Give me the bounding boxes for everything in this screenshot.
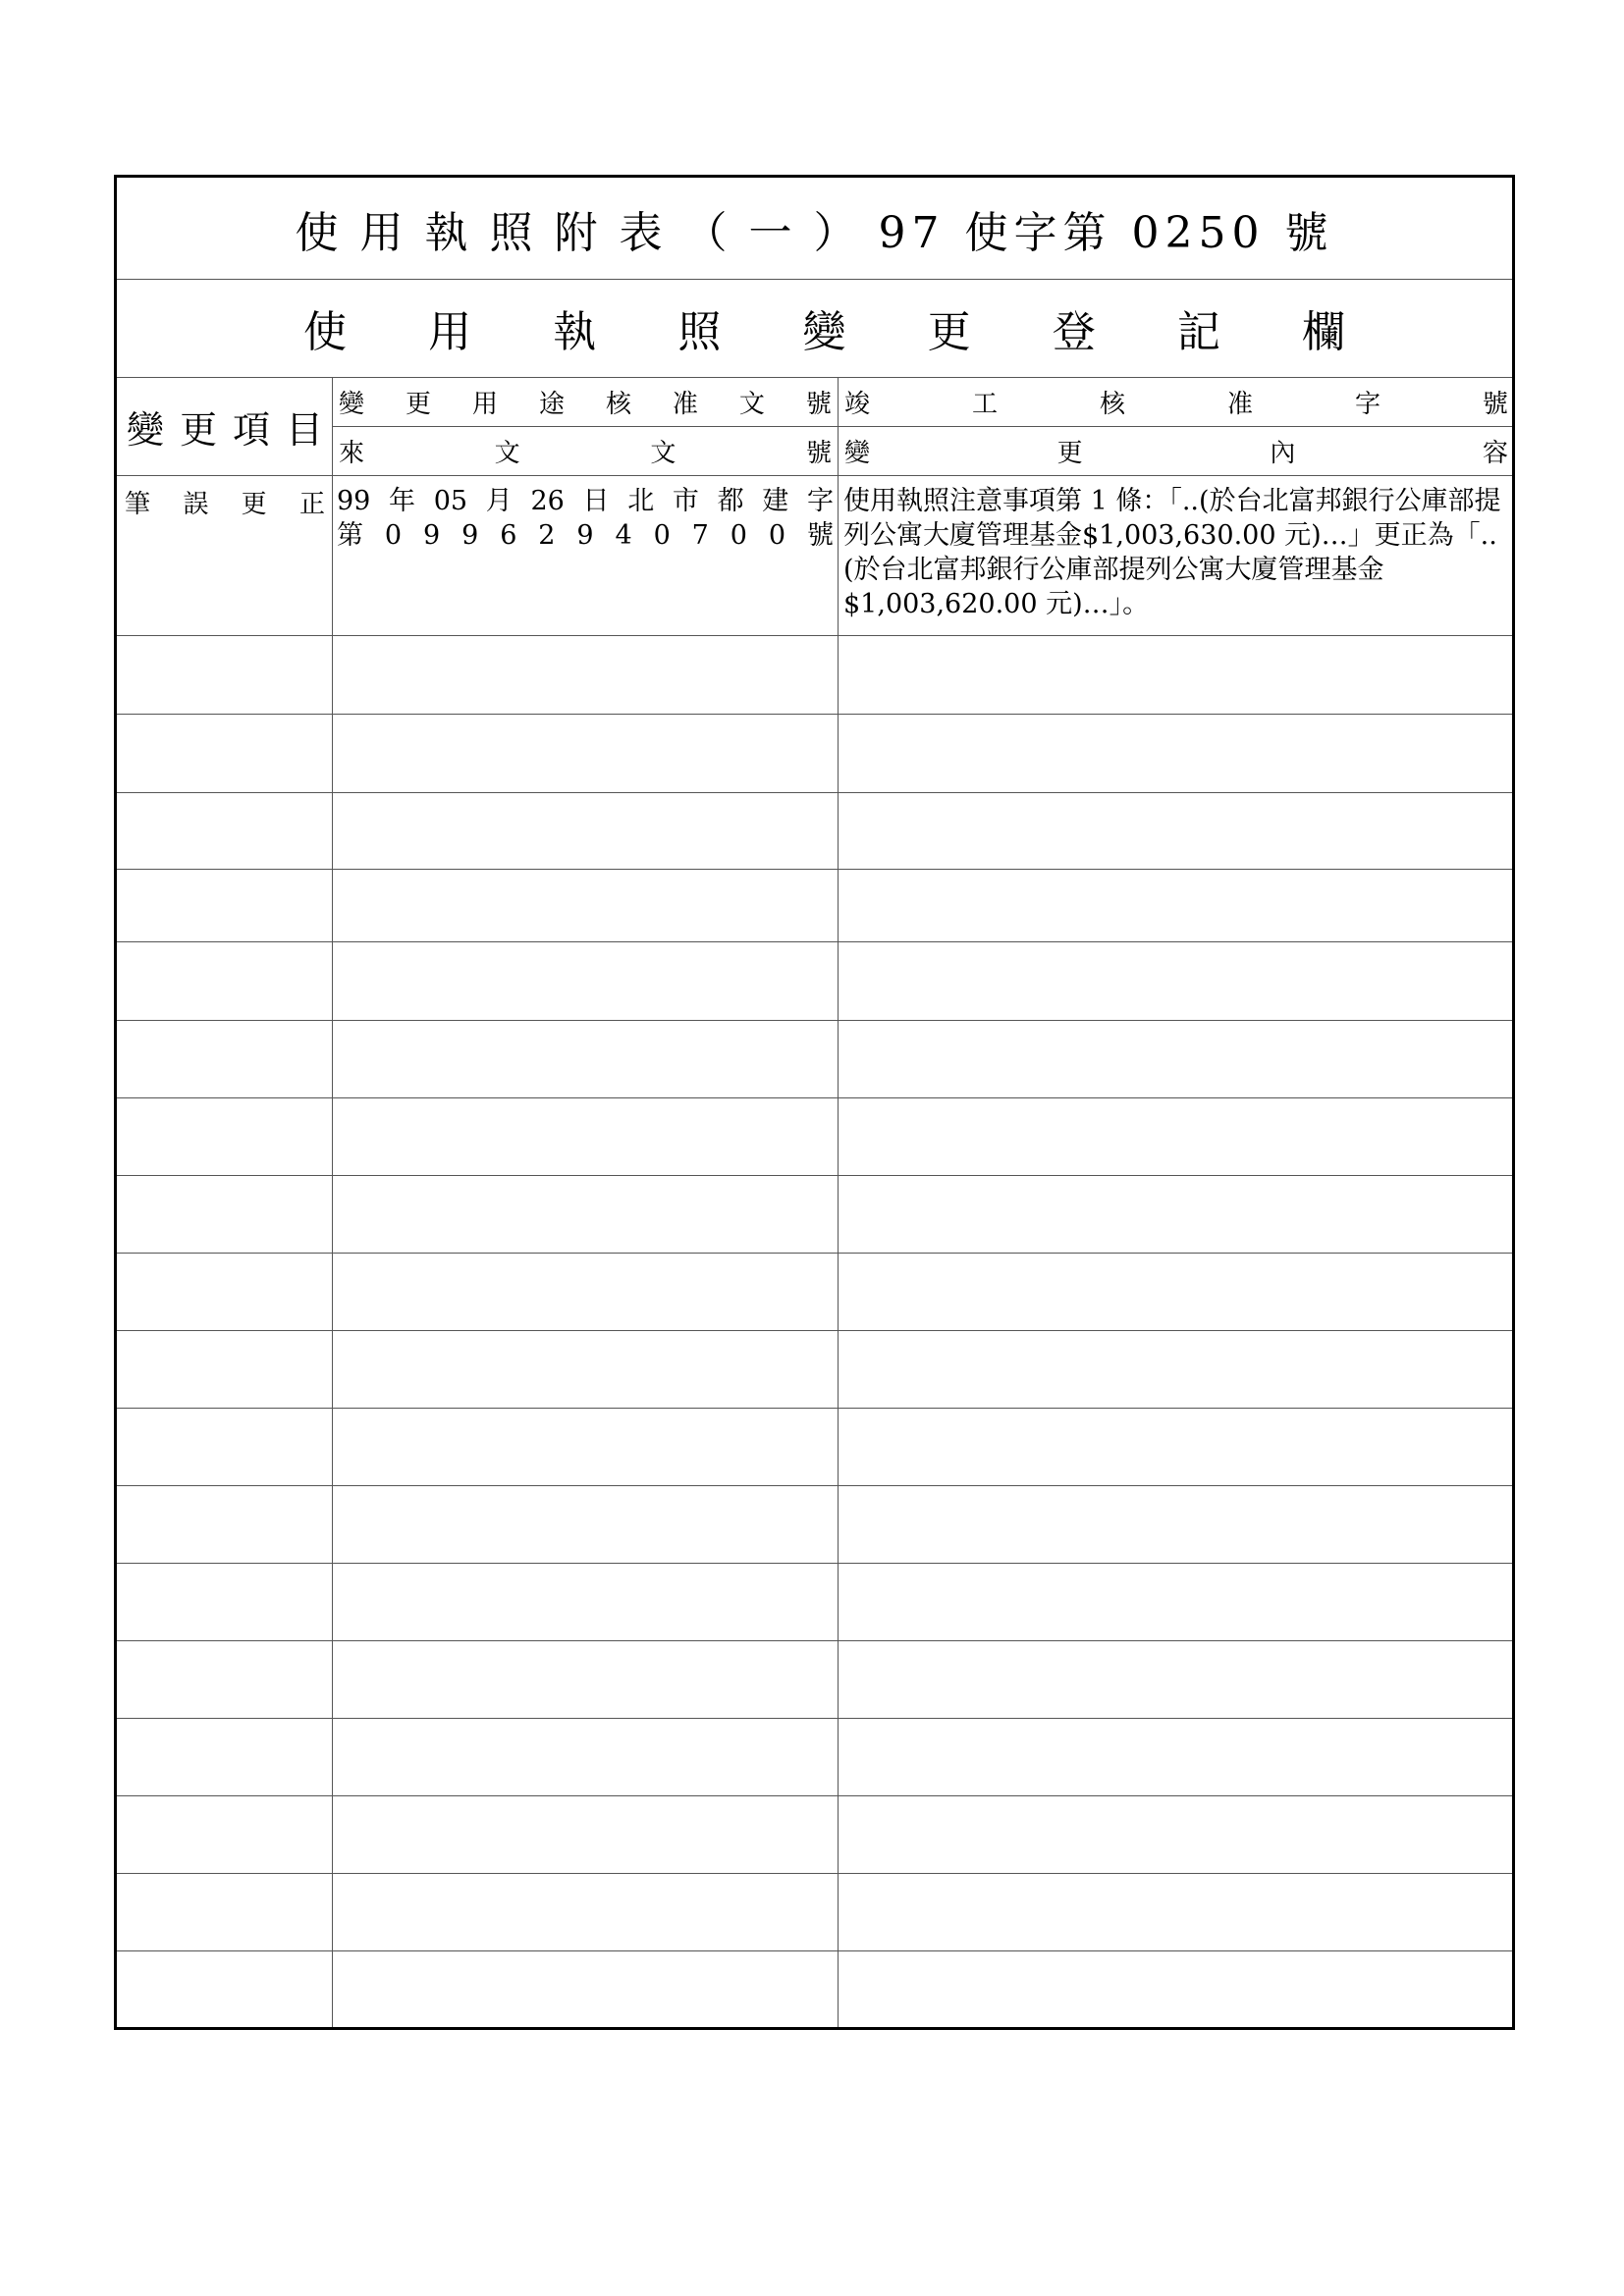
- header-change-item: [123, 377, 327, 475]
- subtitle-char: 記: [1176, 307, 1220, 357]
- doc-token: 99: [337, 486, 371, 516]
- subtitle-char: 更: [927, 307, 971, 357]
- header-char: 核: [1099, 389, 1125, 419]
- doc-token: 0: [768, 520, 786, 551]
- doc-token: 0: [384, 520, 403, 551]
- header-char: 目: [285, 407, 323, 452]
- header-char: 工: [971, 389, 998, 419]
- doc-token: 號: [806, 520, 834, 551]
- row-divider: [117, 1640, 1512, 1641]
- subtitle-char: 變: [802, 307, 846, 357]
- header-approval-doc: [335, 377, 836, 426]
- header-char: 途: [538, 389, 565, 419]
- subtitle-char: 欄: [1302, 307, 1345, 357]
- header-char: 項: [232, 407, 270, 452]
- header-char: 文: [494, 438, 520, 468]
- row-divider: [117, 941, 1512, 942]
- header-char: 更: [179, 407, 217, 452]
- entry-change-content: 使用執照注意事項第 1 條：「..(於台北富邦銀行公庫部提列公寓大廈管理基金$1,003,630.00 元)…」更正為「..(於台北富邦銀行公庫部提列公寓大廈管理基金$1,003,620.00 元)…」。: [843, 486, 1501, 619]
- header-char: 核: [605, 389, 631, 419]
- row-divider: [117, 1330, 1512, 1331]
- doc-token: 日: [582, 486, 610, 516]
- header-char: 更: [405, 389, 431, 419]
- row-divider: [117, 1563, 1512, 1564]
- header-incoming-doc: [335, 426, 836, 475]
- row-divider: [117, 1718, 1512, 1719]
- section-subtitle: [303, 279, 1345, 377]
- row-divider: [117, 1020, 1512, 1021]
- header-char: 文: [738, 389, 765, 419]
- header-char: 號: [805, 438, 832, 468]
- entry-item-char: 更: [241, 490, 267, 519]
- title-row: [117, 178, 1512, 280]
- registration-form: [114, 175, 1515, 2030]
- doc-token: 9: [576, 520, 594, 551]
- doc-token: 年: [389, 486, 416, 516]
- title-number: 97 使字第 0250 號: [878, 207, 1334, 258]
- header-char: 內: [1270, 438, 1296, 468]
- header-char: 變: [844, 438, 871, 468]
- row-divider: [117, 1097, 1512, 1098]
- entry-item: [121, 484, 329, 519]
- entry-item-char: 誤: [183, 490, 209, 519]
- header-char: 更: [1056, 438, 1083, 468]
- row-divider: [117, 1485, 1512, 1486]
- row-divider: [117, 1408, 1512, 1409]
- header-char: 准: [1226, 389, 1253, 419]
- doc-token: 0: [653, 520, 671, 551]
- doc-token: 26: [530, 486, 565, 516]
- row-divider: [117, 714, 1512, 715]
- doc-token: 月: [485, 486, 513, 516]
- doc-token: 4: [615, 520, 632, 551]
- row-divider: [117, 635, 1512, 636]
- doc-token: 2: [538, 520, 556, 551]
- header-char: 容: [1482, 438, 1508, 468]
- header-char: 字: [1354, 389, 1380, 419]
- row-divider: [117, 1175, 1512, 1176]
- row-divider: [117, 1795, 1512, 1796]
- header-char: 號: [1482, 389, 1508, 419]
- entry-item-char: 筆: [125, 490, 151, 519]
- header-change-content: [840, 426, 1512, 475]
- header-char: 竣: [844, 389, 871, 419]
- header-char: 號: [805, 389, 832, 419]
- doc-token: 7: [691, 520, 709, 551]
- header-char: 用: [471, 389, 498, 419]
- subtitle-char: 使: [303, 307, 347, 357]
- doc-token: 6: [500, 520, 517, 551]
- doc-token: 北: [627, 486, 655, 516]
- doc-token: 第: [337, 520, 363, 551]
- doc-token: 建: [762, 486, 789, 516]
- doc-token: 05: [433, 486, 468, 516]
- header-char: 准: [672, 389, 698, 419]
- row-divider: [117, 869, 1512, 870]
- row-divider: [117, 1950, 1512, 1951]
- doc-token: 字: [806, 486, 834, 516]
- doc-token: 9: [461, 520, 479, 551]
- doc-token: 9: [423, 520, 441, 551]
- header-char: 文: [650, 438, 677, 468]
- doc-token: 0: [730, 520, 747, 551]
- subtitle-char: 執: [553, 307, 597, 357]
- doc-token: 都: [717, 486, 744, 516]
- doc-token: 市: [672, 486, 699, 516]
- header-char: 變: [339, 389, 365, 419]
- row-divider: [117, 1253, 1512, 1254]
- column-divider: [838, 377, 839, 2027]
- subtitle-char: 登: [1052, 307, 1096, 357]
- doc-line-2: [335, 518, 836, 553]
- document-title: [117, 178, 1512, 279]
- entry-doc-number: [335, 484, 836, 553]
- row-divider: [117, 792, 1512, 793]
- header-char: 變: [127, 407, 165, 452]
- column-divider: [332, 377, 333, 2027]
- subtitle-char: 用: [428, 307, 472, 357]
- entry-item-char: 正: [298, 490, 325, 519]
- subtitle-char: 照: [677, 307, 722, 357]
- title-prefix: 使用執照附表（一）: [295, 207, 879, 258]
- subtitle-row: [117, 279, 1512, 378]
- doc-line-1: [335, 484, 836, 518]
- header-completion-approval: [840, 377, 1512, 426]
- header-char: 來: [339, 438, 365, 468]
- row-divider: [117, 1873, 1512, 1874]
